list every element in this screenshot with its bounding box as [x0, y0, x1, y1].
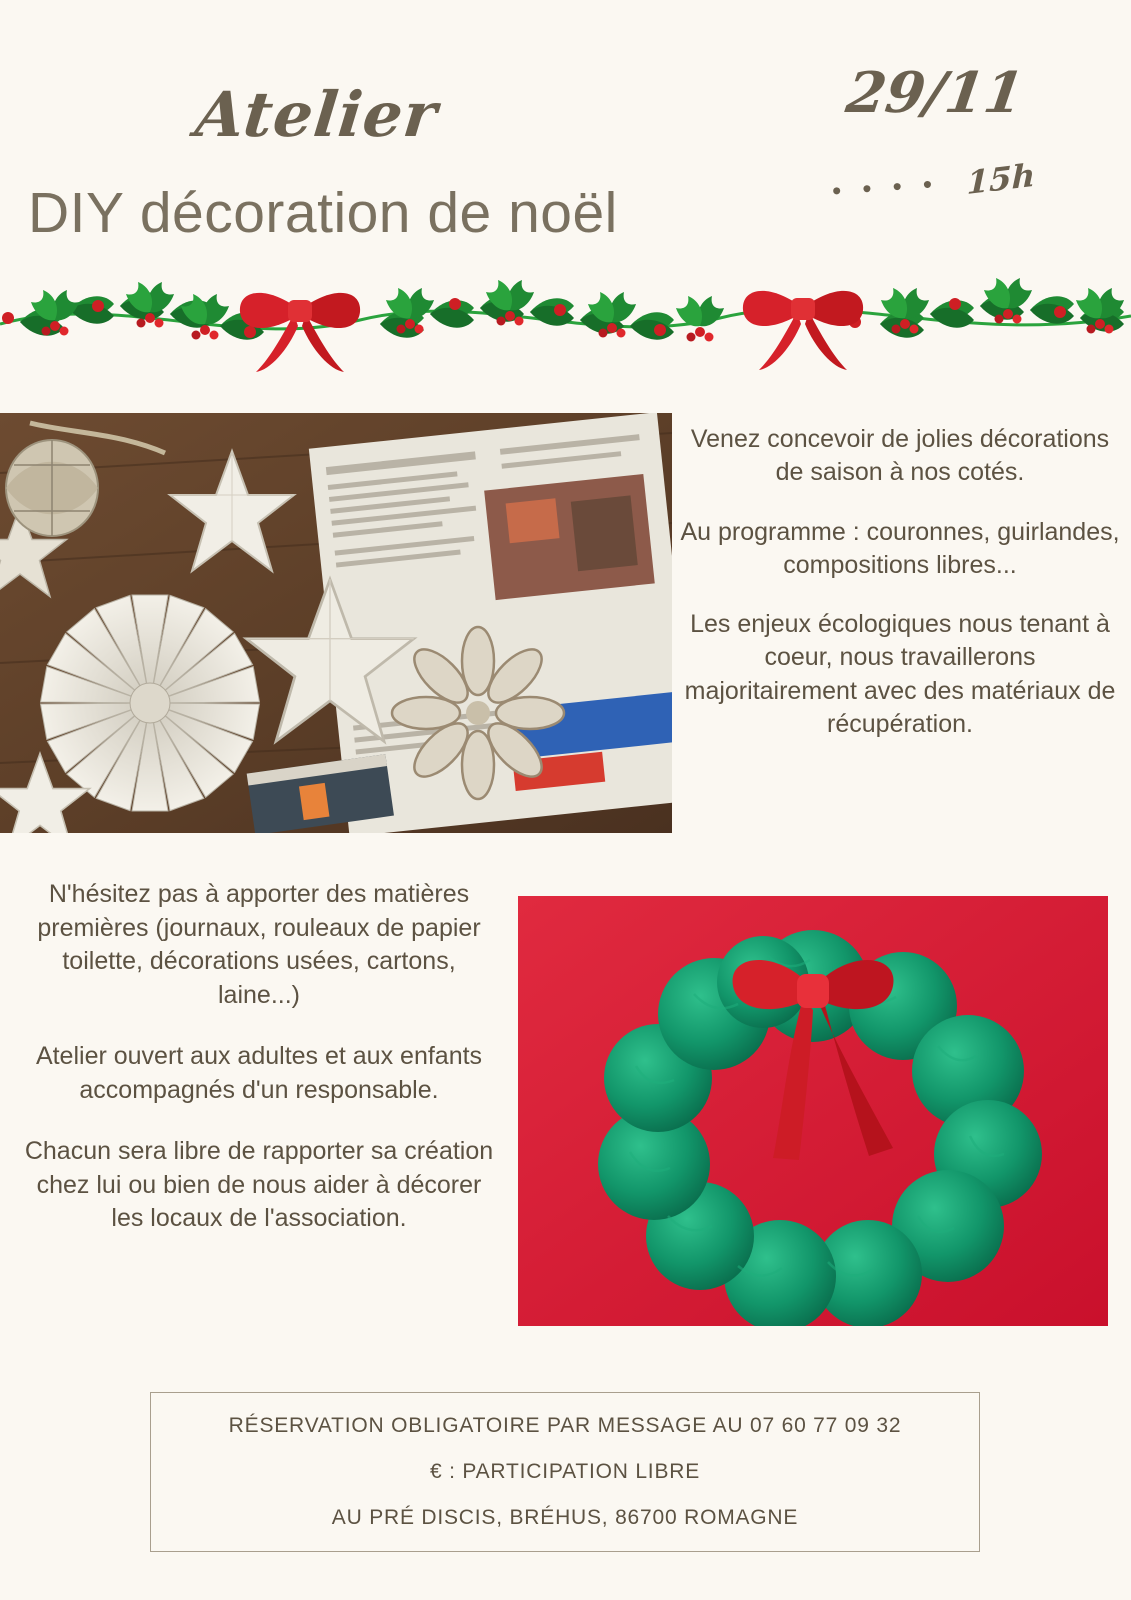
holly-garland-divider: [0, 272, 1131, 382]
photo-paper-crafts: [0, 413, 672, 833]
poster-header: [0, 0, 1131, 270]
details-text-block: [20, 878, 498, 1264]
event-date: 29/11: [842, 60, 1028, 126]
paragraph-ecology: Les enjeux écologiques nous tenant à coeur, nous travaillerons majoritairement avec des matériaux de récupération.: [684, 610, 1116, 738]
paragraph-intro: Venez concevoir de jolies décorations de saison à nos cotés.: [690, 425, 1110, 487]
photo-pompom-wreath: [518, 896, 1108, 1326]
page-title-script: Atelier: [192, 78, 442, 151]
footer-line-reservation: RÉSERVATION OBLIGATOIRE PAR MESSAGE AU 07 60 77 09 32: [228, 1414, 902, 1437]
footer-line-address: AU PRÉ DISCIS, BRÉHUS, 86700 ROMAGNE: [331, 1506, 799, 1529]
paragraph-takehome: Chacun sera libre de rapporter sa création chez lui ou bien de nous aider à décorer les locaux de l'association.: [24, 1137, 494, 1232]
paragraph-materials: N'hésitez pas à apporter des matières premières (journaux, rouleaux de papier toilette, décorations usées, cartons, laine...): [37, 880, 481, 1009]
content-row-two: [0, 878, 1131, 1348]
paragraph-audience: Atelier ouvert aux adultes et aux enfants accompagnés d'un responsable.: [35, 1042, 483, 1104]
reservation-info-box: [150, 1392, 980, 1552]
dots-separator: • • • •: [830, 168, 940, 206]
event-time: 15h: [966, 156, 1036, 202]
paragraph-programme: Au programme : couronnes, guirlandes, compositions libres...: [680, 517, 1120, 579]
content-row-one: [0, 413, 1131, 838]
page-title: DIY décoration de noël: [28, 181, 618, 245]
footer-line-price: € : PARTICIPATION LIBRE: [429, 1460, 701, 1483]
intro-text-block: [680, 423, 1120, 767]
